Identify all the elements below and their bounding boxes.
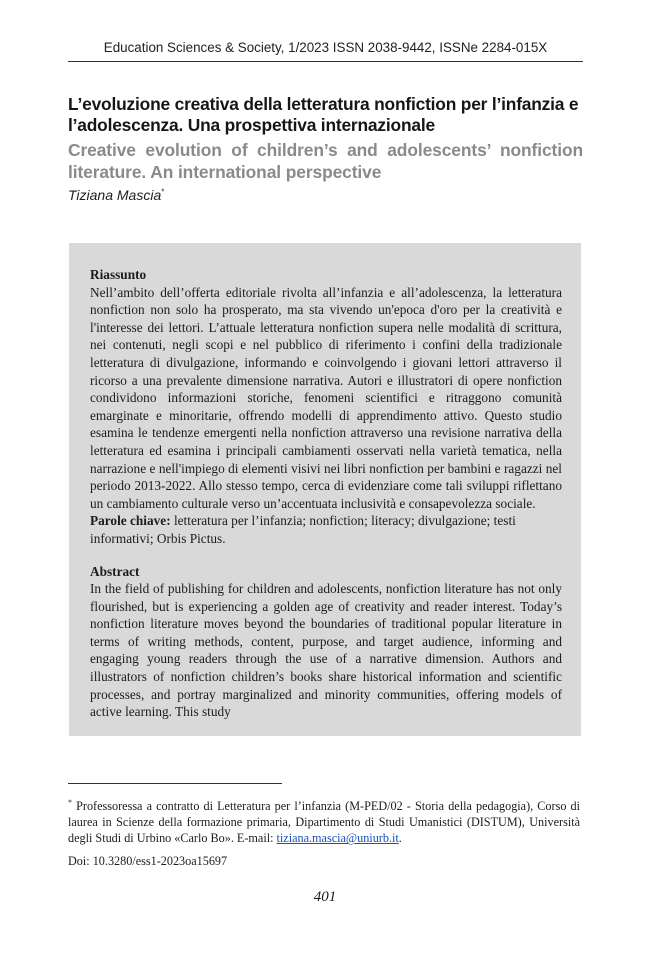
footnote-mark: * [68, 798, 72, 807]
author-name-text: Tiziana Mascia [68, 187, 162, 203]
author-footnote-mark: * [161, 187, 165, 197]
keywords-line [90, 512, 562, 547]
footnote-text: Professoressa a contratto di Letteratura per l’infanzia (M-PED/02 - Storia della pedagogia), Corso di laurea in Scienze della formazione primaria, Dipartimento di Studi Umanistici (DISTUM), Università degli Studi di Urbino «Carlo Bo». E-mail: [68, 799, 581, 846]
abstract-box [69, 243, 581, 736]
author-name [68, 187, 164, 203]
page-number: 401 [313, 889, 337, 905]
abstract-text: In the field of publishing for children and adolescents, nonfiction literature has not only flourished, but is experiencing a golden age of creativity and reader interest. Today’s nonfiction literature moves beyond the boundaries of traditional popular literature in terms of writing methods, content, purpose, and target audience, informing and engaging young readers through the use of a narrative dimension. Authors and illustrators of nonfiction children’s books share historical information and scientific processes, and portray marginalized and minority communities, offering models of active learning. This study [90, 581, 562, 720]
footnote-end: . [398, 831, 402, 846]
footnote [68, 795, 580, 847]
keywords-label: Parole chiave: [90, 513, 171, 529]
riassunto-text: Nell’ambito dell’offerta editoriale rivolta all’infanzia e all’adolescenza, la letteratura nonfiction non solo ha prosperato, ma sta vivendo un'epoca d'oro per la creatività e l'interesse dei lettori. L’attuale letteratura nonfiction supera nelle modalità di scrittura, nei contenuti, negli scopi e nel pubblico di riferimento i confini della tradizionale letteratura di divulgazione, informando e coinvolgendo i giovani lettori attraverso il ricorso a una prevalente dimensione narrativa. Autori e illustratori di opere nonfiction condividono informazioni storiche, fenomeni scientifici e ritraggono comunità emarginate e minoritarie, offrendo modelli di apprendimento attivo. Questo studio esamina le tendenze emergenti nella nonfiction attraverso una revisione narrativa della letteratura ed esamina i principali cambiamenti osservati nella varietà tematica, nella narrazione e nell'impiego di elementi visivi nei libri nonfiction per bambini e ragazzi nel periodo 2013-2022. Allo stesso tempo, cerca di evidenziare come tali sviluppi riflettano un cambiamento culturale verso un’accentuata inclusività e consapevolezza sociale. [90, 284, 562, 511]
abstract-heading: Abstract [90, 563, 140, 579]
doi-line: Doi: 10.3280/ess1-2023oa15697 [68, 854, 228, 868]
section-gap [90, 548, 562, 563]
article-title-english: Creative evolution of children’s and adolescents’ nonfiction literature. An international perspective [68, 140, 583, 182]
footnote-divider [68, 783, 282, 784]
riassunto-heading: Riassunto [90, 267, 147, 282]
journal-header: Education Sciences & Society, 1/2023 ISSN 2038-9442, ISSNe 2284-015X [68, 40, 583, 62]
email-link[interactable]: tiziana.mascia@uniurb.it [276, 831, 399, 846]
article-title-italian: L’evoluzione creativa della letteratura nonfiction per l’infanzia e l’adolescenza. Una prospettiva internazionale [68, 94, 579, 135]
abstract-box-content [90, 266, 562, 721]
keywords-text: letteratura per l’infanzia; nonfiction; literacy; divulgazione; testi informativi; Orbis Pictus. [90, 513, 516, 546]
